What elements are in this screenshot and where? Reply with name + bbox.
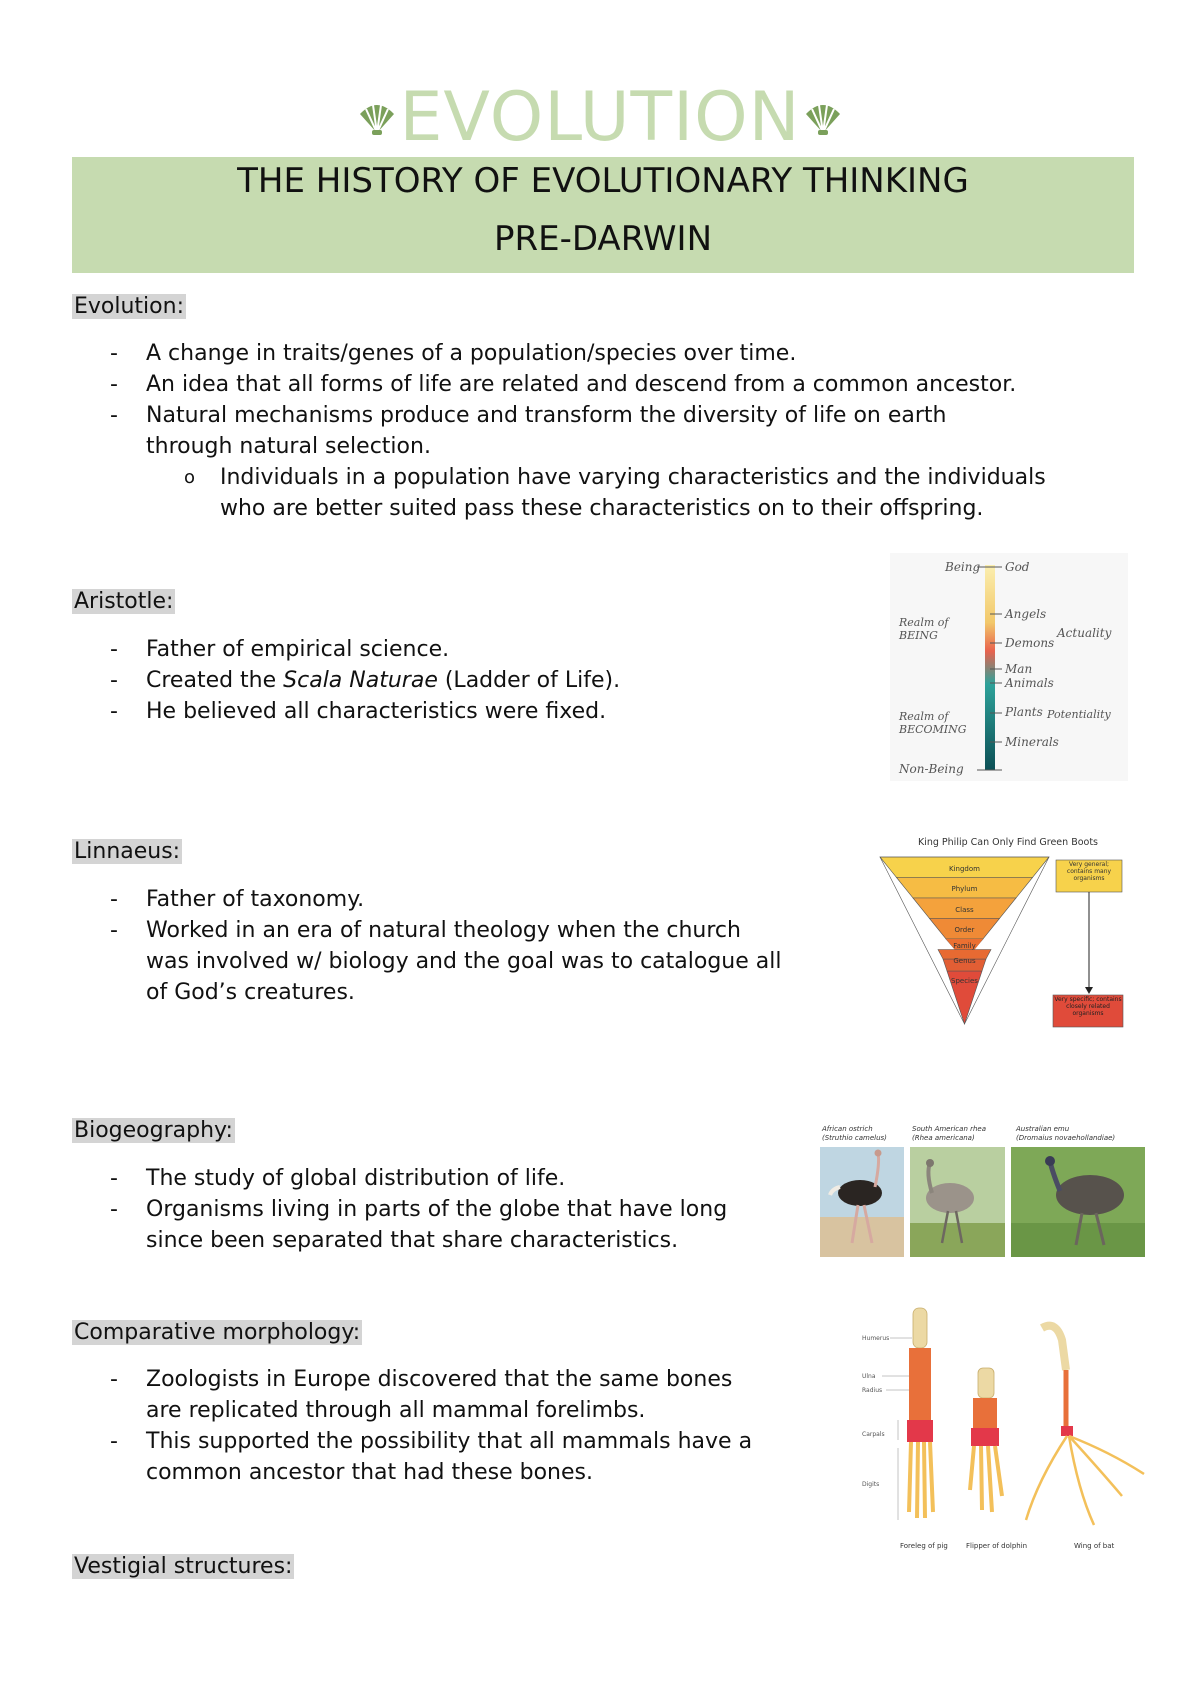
section-heading-biogeography: Biogeography:: [74, 1118, 233, 1143]
ladder-label: Actuality: [1057, 626, 1112, 640]
bone-label: Carpals: [862, 1431, 885, 1438]
ostrich-photo: [820, 1147, 904, 1257]
section-heading-evolution: Evolution:: [74, 294, 184, 319]
bone-label: Humerus: [862, 1335, 890, 1342]
ladder-label: Plants: [1005, 705, 1043, 719]
pig-foreleg: [898, 1308, 933, 1520]
list-item: - Natural mechanisms produce and transform the diversity of life on earth through natural selection.: [72, 400, 1172, 462]
ladder-label: God: [1005, 560, 1030, 574]
linnaeus-bullets: [72, 884, 872, 1008]
taxonomy-level: Phylum: [951, 885, 978, 893]
biogeography-bullets: [72, 1163, 872, 1256]
ladder-label: Non-Being: [899, 762, 964, 776]
bird-caption: (Dromaius novaehollandiae): [1016, 1134, 1116, 1142]
list-item: - Created the Scala Naturae (Ladder of Life).: [72, 665, 872, 696]
ladder-label: Potentiality: [1047, 708, 1111, 721]
title-text: EVOLUTION: [399, 78, 801, 157]
ladder-label: Animals: [1005, 676, 1054, 690]
banner-line-1: THE HISTORY OF EVOLUTIONARY THINKING: [237, 161, 969, 201]
bird-caption: African ostrich: [822, 1125, 873, 1133]
evolution-bullets: [72, 338, 1172, 524]
list-item: - Father of taxonomy.: [72, 884, 872, 915]
ladder-bar: [985, 565, 995, 770]
list-item: - This supported the possibility that all mammals have a common ancestor that had these bones.: [72, 1426, 872, 1488]
morphology-bullets: [72, 1364, 872, 1488]
rhea-photo: [910, 1147, 1005, 1257]
taxonomy-level: Order: [954, 926, 975, 934]
ladder-label: Angels: [1005, 607, 1047, 621]
ladder-label: Minerals: [1005, 735, 1059, 749]
section-heading-linnaeus: Linnaeus:: [74, 839, 181, 864]
document-title: [0, 78, 1200, 157]
list-item: - Worked in an era of natural theology when the church was involved w/ biology and the goal was to catalogue all of God’s creatures.: [72, 915, 872, 1008]
taxonomy-level: Genus: [953, 957, 976, 965]
ladder-label: Realm of: [899, 710, 949, 723]
bird-caption: South American rhea: [912, 1125, 987, 1133]
bone-label: Digits: [862, 1481, 880, 1488]
subtitle-banner: [72, 157, 1134, 273]
taxonomy-figure: [878, 833, 1138, 1031]
bat-wing: [1026, 1326, 1144, 1525]
ladder-label: Demons: [1005, 636, 1055, 650]
aristotle-bullets: [72, 634, 872, 727]
list-item: - He believed all characteristics were fixed.: [72, 696, 872, 727]
bone-label: Ulna: [862, 1373, 876, 1380]
list-item: - An idea that all forms of life are related and descend from a common ancestor.: [72, 369, 1172, 400]
emu-photo: [1011, 1147, 1145, 1257]
seashell-icon: [803, 100, 843, 136]
taxonomy-level: Species: [951, 977, 978, 985]
forelimb-homology-figure: [860, 1300, 1150, 1553]
section-heading-vestigial: Vestigial structures:: [74, 1554, 293, 1579]
bird-caption: (Struthio camelus): [822, 1134, 887, 1142]
ladder-label: BECOMING: [899, 723, 967, 736]
ladder-label: BEING: [899, 629, 938, 642]
list-item: - Zoologists in Europe discovered that the same bones are replicated through all mammal forelimbs.: [72, 1364, 872, 1426]
section-heading-morphology: Comparative morphology:: [74, 1320, 361, 1345]
list-item: - A change in traits/genes of a population/species over time.: [72, 338, 1172, 369]
ratite-birds-figure: [820, 1123, 1145, 1258]
taxonomy-note-specific: Very specific; contains closely related organisms: [1054, 996, 1122, 1017]
taxonomy-title: King Philip Can Only Find Green Boots: [917, 837, 1099, 848]
sub-list-item: o Individuals in a population have varying characteristics and the individuals who are better suited pass these characteristics on to their offspring.: [72, 462, 1172, 524]
taxonomy-level: Class: [955, 906, 974, 914]
scala-naturae-figure: [890, 553, 1128, 781]
limb-caption: Flipper of dolphin: [966, 1542, 1028, 1550]
bird-caption: Australian emu: [1016, 1125, 1070, 1133]
taxonomy-level: Kingdom: [949, 865, 980, 873]
list-item: - Father of empirical science.: [72, 634, 872, 665]
seashell-icon: [357, 100, 397, 136]
dolphin-flipper: [970, 1368, 1002, 1512]
section-heading-aristotle: Aristotle:: [74, 589, 174, 614]
taxonomy-note-general: Very general; contains many organisms: [1066, 861, 1112, 882]
banner-line-2: PRE-DARWIN: [493, 219, 713, 259]
limb-caption: Wing of bat: [1074, 1542, 1115, 1550]
ladder-label: Man: [1005, 662, 1033, 676]
taxonomy-level: Family: [953, 942, 976, 950]
bird-caption: (Rhea americana): [912, 1134, 975, 1142]
list-item: - Organisms living in parts of the globe that have long since been separated that share characteristics.: [72, 1194, 872, 1256]
ladder-label: Realm of: [899, 616, 949, 629]
ladder-label: Being: [945, 560, 981, 574]
list-item: - The study of global distribution of life.: [72, 1163, 872, 1194]
limb-caption: Foreleg of pig: [900, 1542, 948, 1550]
bone-label: Radius: [862, 1387, 883, 1394]
